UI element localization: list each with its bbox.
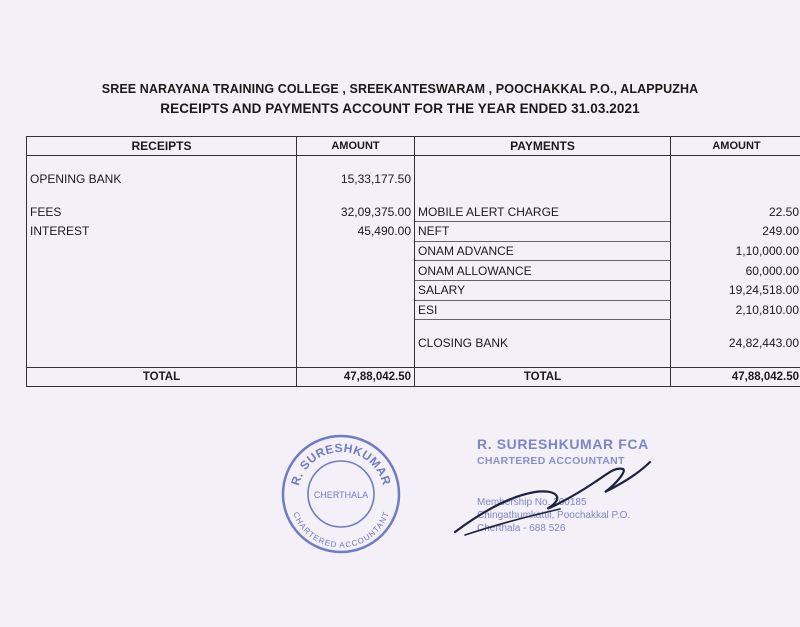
payment-amount: 1,10,000.00 <box>671 241 800 261</box>
payment-label: ESI <box>415 300 671 320</box>
payment-label: SALARY <box>415 280 671 300</box>
table-row <box>27 334 800 353</box>
receipt-amount <box>297 241 415 261</box>
table-row <box>27 280 800 300</box>
svg-text:CHARTERED ACCOUNTANT <box>291 511 391 550</box>
receipt-label: OPENING BANK <box>27 170 297 189</box>
receipt-amount: 32,09,375.00 <box>297 203 415 222</box>
signatory-title: CHARTERED ACCOUNTANT <box>477 455 625 467</box>
receipt-amount <box>297 280 415 300</box>
total-receipts-label: TOTAL <box>27 367 297 386</box>
seal-text-top: R. SURESHKUMAR <box>288 440 394 488</box>
col-receipts: RECEIPTS <box>27 137 297 156</box>
table-row <box>27 222 800 242</box>
address-line-1: Chingathumkattil, Poochakkal P.O. <box>477 510 631 521</box>
receipt-label <box>27 334 297 353</box>
table-row <box>27 170 800 189</box>
signatory-name: R. SURESHKUMAR FCA <box>477 436 649 452</box>
receipt-amount <box>297 261 415 281</box>
total-payments-amount: 47,88,042.50 <box>671 367 800 386</box>
payment-amount: 249.00 <box>671 222 800 242</box>
payment-label: MOBILE ALERT CHARGE <box>415 203 671 222</box>
institution-title: SREE NARAYANA TRAINING COLLEGE , SREEKANTESWARAM , POOCHAKKAL P.O., ALAPPUZHA <box>101 82 699 96</box>
payment-amount: 2,10,810.00 <box>671 300 800 320</box>
receipt-amount: 45,490.00 <box>297 222 415 242</box>
payment-label: ONAM ADVANCE <box>415 241 671 261</box>
membership-number: Membership No. 200185 <box>477 497 587 508</box>
seal-text-center: CHERTHALA <box>313 490 369 500</box>
payment-amount: 22.50 <box>671 203 800 222</box>
col-payments: PAYMENTS <box>415 137 671 156</box>
table-row <box>27 300 800 320</box>
table-row <box>27 241 800 261</box>
receipts-payments-table <box>26 136 800 387</box>
seal-text-bottom: CHARTERED ACCOUNTANT <box>291 510 391 550</box>
payment-amount: 60,000.00 <box>671 261 800 281</box>
receipt-amount <box>297 334 415 353</box>
col-amount-2: AMOUNT <box>671 137 800 156</box>
table-header-row <box>27 137 800 156</box>
receipt-amount <box>297 300 415 320</box>
payment-amount <box>671 170 800 189</box>
payment-label: NEFT <box>415 222 671 242</box>
payment-amount: 24,82,443.00 <box>671 334 800 353</box>
receipt-amount: 15,33,177.50 <box>297 170 415 189</box>
address-line-2: Cherthala - 688 526 <box>477 523 566 534</box>
payment-label <box>415 170 671 189</box>
receipt-label: INTEREST <box>27 222 297 242</box>
auditor-seal <box>280 433 402 555</box>
col-amount: AMOUNT <box>297 137 415 156</box>
payment-label: ONAM ALLOWANCE <box>415 261 671 281</box>
statement-title: RECEIPTS AND PAYMENTS ACCOUNT FOR THE YEAR ENDED 31.03.2021 <box>160 101 640 116</box>
receipt-label <box>27 261 297 281</box>
receipt-label <box>27 241 297 261</box>
handwritten-signature <box>445 437 695 547</box>
payment-label: CLOSING BANK <box>415 334 671 353</box>
total-row <box>27 367 800 386</box>
receipt-label <box>27 300 297 320</box>
table-row <box>27 261 800 281</box>
table-row <box>27 203 800 222</box>
total-receipts-amount: 47,88,042.50 <box>297 367 415 386</box>
receipt-label: FEES <box>27 203 297 222</box>
payment-amount: 19,24,518.00 <box>671 280 800 300</box>
receipt-label <box>27 280 297 300</box>
total-payments-label: TOTAL <box>415 367 671 386</box>
